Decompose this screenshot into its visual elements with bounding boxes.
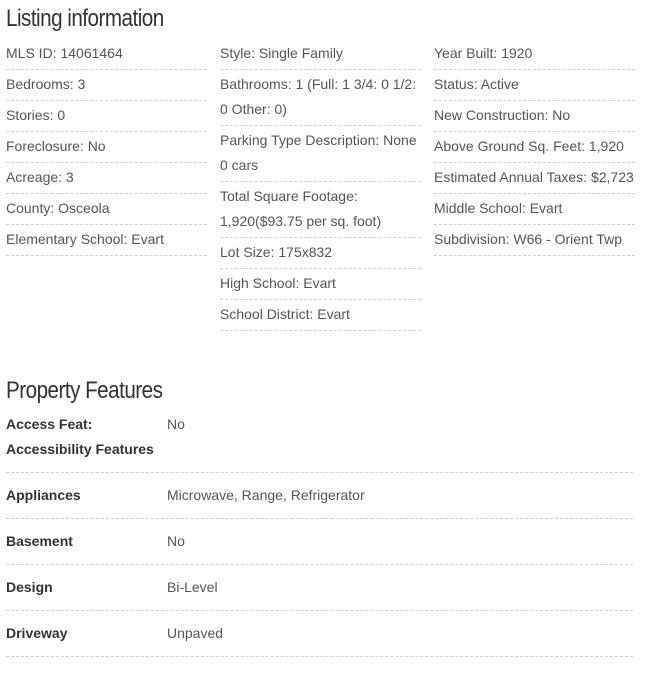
listing-fact: Parking Type Description: None 0 cars: [220, 126, 421, 182]
listing-column-2: [220, 39, 421, 331]
listing-fact: School District: Evart: [220, 300, 421, 331]
listing-fact: Status: Active: [434, 70, 635, 101]
listing-fact: Style: Single Family: [220, 39, 421, 70]
feature-label: Design: [6, 579, 53, 595]
listing-fact: Above Ground Sq. Feet: 1,920: [434, 132, 635, 163]
listing-fact: County: Osceola: [6, 194, 207, 225]
feature-row: [6, 619, 633, 657]
listing-fact: Year Built: 1920: [434, 39, 635, 70]
feature-row: [6, 527, 633, 565]
listing-fact: Subdivision: W66 - Orient Twp: [434, 225, 635, 256]
property-features-table: [6, 410, 633, 657]
listing-fact: MLS ID: 14061464: [6, 39, 207, 70]
feature-row: [6, 481, 633, 519]
feature-label: Driveway: [6, 625, 68, 641]
feature-label: Access Feat: Accessibility Features: [6, 416, 154, 457]
listing-column-3: [434, 39, 635, 256]
feature-value: No: [167, 533, 185, 549]
listing-fact: Bathrooms: 1 (Full: 1 3/4: 0 1/2: 0 Other: 0): [220, 70, 421, 126]
feature-row: [6, 410, 633, 473]
listing-fact: Lot Size: 175x832: [220, 238, 421, 269]
feature-label: Appliances: [6, 487, 81, 503]
feature-value: No: [167, 416, 185, 432]
feature-value: Unpaved: [167, 625, 224, 641]
listing-information-heading: Listing information: [6, 5, 164, 32]
property-features-heading: Property Features: [6, 377, 163, 404]
listing-column-1: [6, 39, 207, 256]
listing-fact: Total Square Footage: 1,920($93.75 per sq. foot): [220, 182, 421, 238]
listing-fact: Acreage: 3: [6, 163, 207, 194]
listing-fact: Bedrooms: 3: [6, 70, 207, 101]
listing-fact: New Construction: No: [434, 101, 635, 132]
feature-value: Microwave, Range, Refrigerator: [167, 487, 365, 503]
listing-fact: Elementary School: Evart: [6, 225, 207, 256]
feature-row: [6, 573, 633, 611]
listing-fact: High School: Evart: [220, 269, 421, 300]
feature-label: Basement: [6, 533, 73, 549]
listing-fact: Foreclosure: No: [6, 132, 207, 163]
listing-fact: Estimated Annual Taxes: $2,723: [434, 163, 635, 194]
feature-value: Bi-Level: [167, 579, 218, 595]
listing-fact: Middle School: Evart: [434, 194, 635, 225]
listing-fact: Stories: 0: [6, 101, 207, 132]
